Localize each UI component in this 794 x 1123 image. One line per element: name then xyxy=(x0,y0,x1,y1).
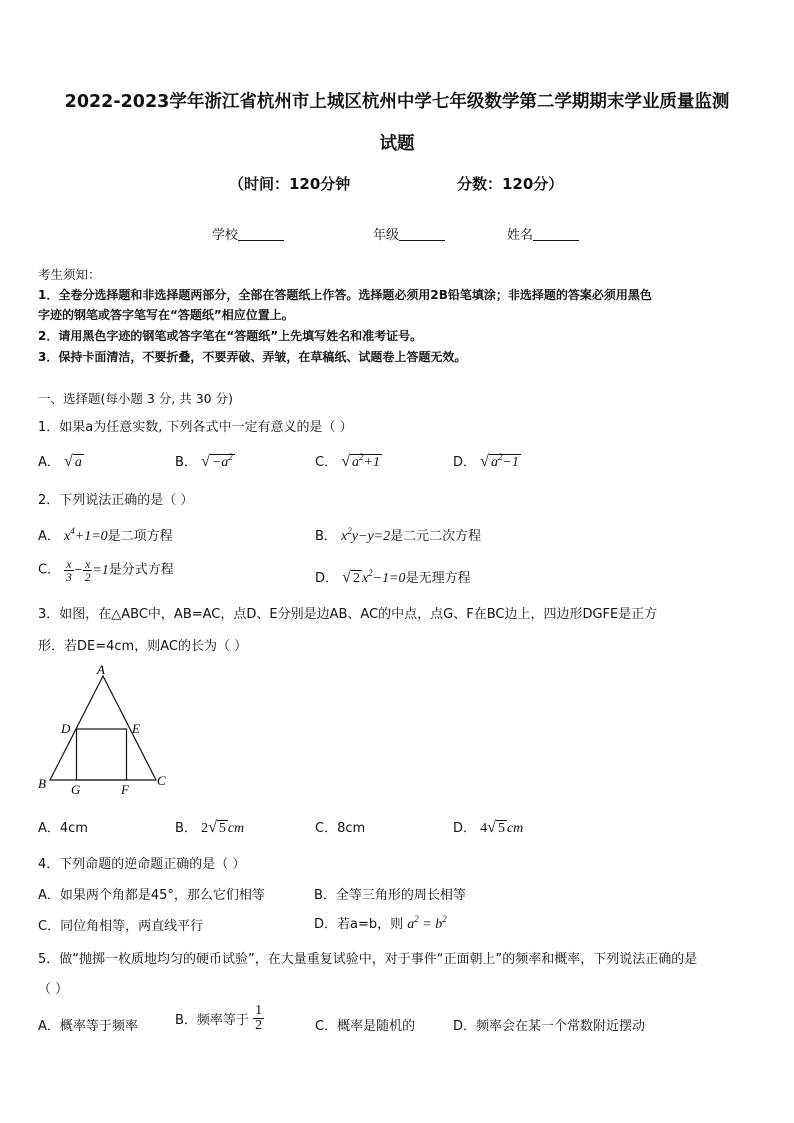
section-heading: 一、选择题(每小题 3 分, 共 30 分) xyxy=(38,391,233,406)
q3-stem-line1: 3．如图，在△ABC中，AB=AC，点D、E分别是边AB、AC的中点，点G、F在BC边上，四边形DGFE是正方 xyxy=(38,607,658,622)
q2-option-b[interactable]: B． $x^2y-y=2$是二元二次方程 xyxy=(315,526,482,544)
q1-stem: 1．如果a为任意实数, 下列各式中一定有意义的是（ ） xyxy=(38,420,353,435)
grade-label: 年级 xyxy=(373,228,400,243)
q5-option-c[interactable]: C．概率是随机的 xyxy=(315,1019,416,1034)
school-blank[interactable] xyxy=(238,228,284,241)
q2-option-c[interactable]: C． $\frac{x}{3}$ − $\frac{x}{2}$ =1是分式方程 xyxy=(38,557,174,584)
q5-stem-line1: 5．做“抛掷一枚质地均匀的硬币试验”，在大量重复试验中，对于事件“正面朝上”的频率和概率，下列说法正确的是 xyxy=(38,952,698,967)
a2-equals-b2: $a^2 = b^2$ xyxy=(407,914,447,932)
label-e: E xyxy=(132,721,140,736)
notice-heading: 考生须知： xyxy=(38,267,101,282)
notice-item: 3．保持卡面清洁，不要折叠，不要弄破、弄皱，在草稿纸、试题卷上答题无效。 xyxy=(38,350,467,364)
q1-option-c[interactable]: C． √ $a^2+1$ xyxy=(315,452,380,470)
q4-option-a[interactable]: A．如果两个角都是45°，那么它们相等 xyxy=(38,888,265,903)
notice-item: 字迹的钢笔或答字笔写在“答题纸”相应位置上。 xyxy=(38,308,294,322)
label-c: C xyxy=(157,773,166,788)
q3-option-c[interactable]: C．8cm xyxy=(315,821,366,836)
sqrt-a-squared-minus-1: √ $a^2-1$ xyxy=(480,452,519,470)
label-f: F xyxy=(121,782,129,797)
notice-item: 2．请用黑色字迹的钢笔或答字笔在“答题纸”上先填写姓名和准考证号。 xyxy=(38,329,423,343)
name-field[interactable] xyxy=(507,224,579,243)
exam-time: （时间：120分钟 xyxy=(229,175,351,193)
q3-option-b[interactable]: B． 2√ 5 cm xyxy=(175,819,245,836)
q5-stem-line2: （ ） xyxy=(38,982,69,997)
q4-option-b[interactable]: B．全等三角形的周长相等 xyxy=(314,888,466,903)
sqrt-neg-a-squared: √ $-a^2$ xyxy=(201,452,233,470)
label-d: D xyxy=(61,721,71,736)
q3-stem-line2: 形．若DE=4cm，则AC的长为（ ） xyxy=(38,639,248,654)
q1-option-a[interactable]: A． √ a xyxy=(38,453,82,470)
equation-c: $\frac{x}{3}$ − $\frac{x}{2}$ =1 xyxy=(65,557,109,584)
one-half: $\frac{1}{2}$ xyxy=(255,1003,263,1033)
q3-option-d[interactable]: D． 4√ 5 cm xyxy=(453,819,524,836)
school-field[interactable] xyxy=(212,224,284,243)
exam-score: 分数：120分） xyxy=(457,175,564,193)
q4-option-c[interactable]: C．同位角相等，两直线平行 xyxy=(38,919,204,934)
equation-a: $x^4+1=0$ xyxy=(64,526,108,544)
q2-option-a[interactable]: A． $x^4+1=0$是二项方程 xyxy=(38,526,173,544)
name-label: 姓名 xyxy=(507,228,534,243)
name-blank[interactable] xyxy=(533,228,579,241)
notice-item: 1．全卷分选择题和非选择题两部分，全部在答题纸上作答。选择题必须用2B铅笔填涂；非选择题的答案必须用黑色 xyxy=(38,288,652,302)
grade-field[interactable] xyxy=(373,224,445,243)
two-root5-cm: 2√ 5 cm xyxy=(201,819,245,836)
q5-option-d[interactable]: D．频率会在某一个常数附近摆动 xyxy=(453,1019,646,1034)
q5-option-b[interactable]: B．频率等于 $\frac{1}{2}$ xyxy=(175,1003,263,1033)
page-title: 2022-2023学年浙江省杭州市上城区杭州中学七年级数学第二学期期末学业质量监测 xyxy=(64,92,730,112)
label-g: G xyxy=(71,782,81,797)
q4-stem: 4．下列命题的逆命题正确的是（ ） xyxy=(38,857,246,872)
sqrt-a-squared-plus-1: √ $a^2+1$ xyxy=(341,452,380,470)
page-title-line2: 试题 xyxy=(379,134,415,154)
square-dgfe xyxy=(77,729,127,780)
equation-b: $x^2y-y=2$ xyxy=(341,526,391,544)
label-b: B xyxy=(38,776,46,791)
q2-option-d[interactable]: D． √ 2 $x^2-1=0$是无理方程 xyxy=(315,568,471,586)
q4-option-d[interactable]: D．若a=b，则 $a^2 = b^2$ xyxy=(314,914,447,932)
four-root5-cm: 4√ 5 cm xyxy=(480,819,524,836)
q1-option-b[interactable]: B． √ $-a^2$ xyxy=(175,452,233,470)
grade-blank[interactable] xyxy=(399,228,445,241)
q3-option-a[interactable]: A．4cm xyxy=(38,821,88,836)
equation-d: √ 2 $x^2-1=0$ xyxy=(342,568,406,586)
q1-option-d[interactable]: D． √ $a^2-1$ xyxy=(453,452,519,470)
sqrt-a: √ a xyxy=(64,453,82,470)
school-label: 学校 xyxy=(212,228,239,243)
q2-stem: 2．下列说法正确的是（ ） xyxy=(38,493,194,508)
label-a: A xyxy=(97,662,105,677)
triangle-figure xyxy=(30,662,180,802)
q5-option-a[interactable]: A．概率等于频率 xyxy=(38,1019,138,1034)
